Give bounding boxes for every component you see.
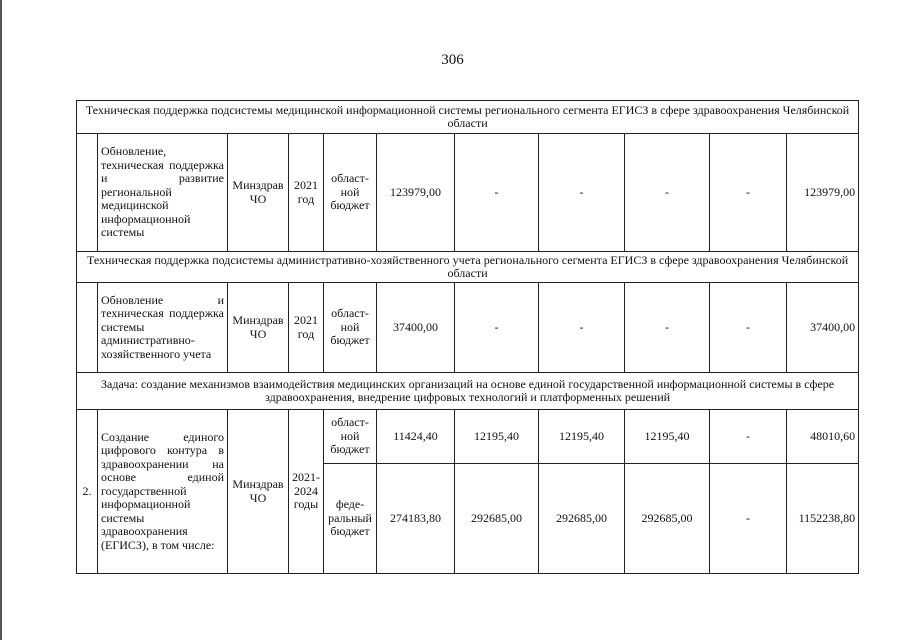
section-title-row	[77, 101, 859, 134]
period: 2021-2024 годы	[289, 410, 324, 574]
row-number	[77, 283, 98, 373]
value-cell: 123979,00	[377, 134, 455, 252]
total-cell: 123979,00	[787, 134, 859, 252]
value-cell: 274183,80	[377, 464, 455, 574]
total-cell: 48010,60	[787, 410, 859, 464]
row-number	[77, 134, 98, 252]
value-cell: -	[625, 283, 710, 373]
period: 2021 год	[289, 283, 324, 373]
value-cell: 37400,00	[377, 283, 455, 373]
table-row	[77, 410, 859, 464]
section-title: Техническая поддержка подсистемы медицинской информационной системы регионального сегмента ЕГИСЗ в сфере здравоохранения Челябинской области	[77, 101, 859, 134]
value-cell: -	[539, 283, 625, 373]
event-name: Обновление, техническая поддержка и развитие региональной медицинской информационной системы	[98, 134, 228, 252]
section-title-row	[77, 252, 859, 283]
executor: Минздрав ЧО	[228, 283, 289, 373]
task-title-row	[77, 373, 859, 410]
funding-source: област-ной бюджет	[324, 410, 377, 464]
event-name: Обновление и техническая поддержка системы административно-хозяйственного учета	[98, 283, 228, 373]
value-cell: -	[455, 134, 539, 252]
value-cell: -	[710, 464, 787, 574]
value-cell: 292685,00	[455, 464, 539, 574]
task-title: Задача: создание механизмов взаимодействия медицинских организаций на основе единой государственной информационной системы в сфере здравоохранения, внедрение цифровых технологий и платформенных решений	[77, 373, 859, 410]
value-cell: -	[625, 134, 710, 252]
funding-source: феде-ральный бюджет	[324, 464, 377, 574]
value-cell: 12195,40	[539, 410, 625, 464]
row-number: 2.	[77, 410, 98, 574]
table-row	[77, 283, 859, 373]
value-cell: -	[710, 283, 787, 373]
value-cell: -	[455, 283, 539, 373]
event-name: Создание единого цифрового контура в здравоохранении на основе единой государственной информационной системы здравоохранения (ЕГИСЗ), в том числе:	[98, 410, 228, 574]
funding-source: област-ной бюджет	[324, 134, 377, 252]
value-cell: 292685,00	[625, 464, 710, 574]
value-cell: -	[710, 134, 787, 252]
total-cell: 1152238,80	[787, 464, 859, 574]
value-cell: 292685,00	[539, 464, 625, 574]
section-title: Техническая поддержка подсистемы административно-хозяйственного учета регионального сегмента ЕГИСЗ в сфере здравоохранения Челябинской области	[77, 252, 859, 283]
page-number: 306	[441, 52, 464, 68]
value-cell: -	[539, 134, 625, 252]
executor: Минздрав ЧО	[228, 410, 289, 574]
funding-source: област-ной бюджет	[324, 283, 377, 373]
value-cell: 12195,40	[455, 410, 539, 464]
page-left-edge	[0, 0, 2, 640]
value-cell: 12195,40	[625, 410, 710, 464]
executor: Минздрав ЧО	[228, 134, 289, 252]
period: 2021 год	[289, 134, 324, 252]
value-cell: 11424,40	[377, 410, 455, 464]
table-row	[77, 134, 859, 252]
program-table	[76, 100, 859, 574]
value-cell: -	[710, 410, 787, 464]
total-cell: 37400,00	[787, 283, 859, 373]
